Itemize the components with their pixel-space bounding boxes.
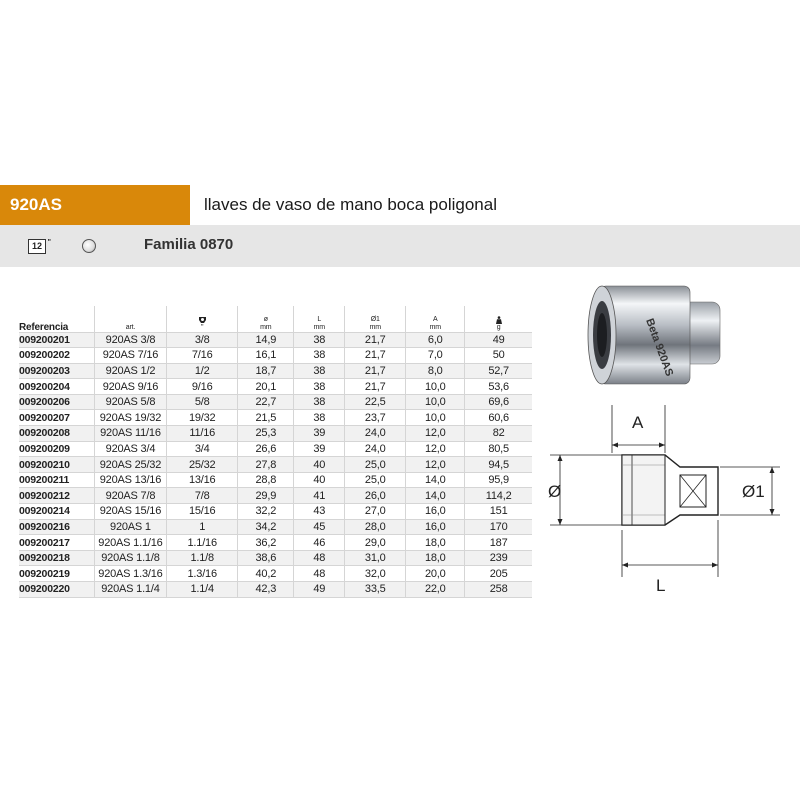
cell-g: 95,9: [465, 472, 532, 488]
spec-table-body: [19, 332, 532, 597]
cell-d1: 25,0: [345, 457, 406, 473]
cell-art: 920AS 25/32: [94, 457, 166, 473]
cell-l: 38: [294, 410, 345, 426]
header-length-unit: mm: [313, 323, 325, 331]
header-art-label: art.: [125, 323, 136, 331]
cell-aa: 12,0: [406, 457, 465, 473]
cell-d1: 29,0: [345, 535, 406, 551]
header-size: [167, 306, 238, 332]
cell-aa: 16,0: [406, 519, 465, 535]
cell-g: 205: [465, 566, 532, 582]
cell-ref: 009200206: [19, 394, 94, 410]
table-row: [19, 441, 532, 457]
cell-aa: 18,0: [406, 535, 465, 551]
cell-d: 22,7: [238, 394, 294, 410]
cell-d: 14,9: [238, 332, 294, 348]
cell-g: 114,2: [465, 488, 532, 504]
cell-ref: 009200214: [19, 504, 94, 520]
cell-aa: 12,0: [406, 441, 465, 457]
cell-a: 1: [167, 519, 238, 535]
cell-aa: 8,0: [406, 363, 465, 379]
cell-l: 39: [294, 426, 345, 442]
socket-icon: [198, 316, 207, 324]
table-row: [19, 488, 532, 504]
cell-a: 7/8: [167, 488, 238, 504]
cell-art: 920AS 3/8: [94, 332, 166, 348]
cell-l: 48: [294, 566, 345, 582]
cell-d1: 31,0: [345, 550, 406, 566]
photo-engraving: Beta 920AS: [643, 316, 676, 378]
cell-aa: 14,0: [406, 472, 465, 488]
cell-d1: 21,7: [345, 379, 406, 395]
cell-art: 920AS 1.1/4: [94, 582, 166, 598]
cell-d: 25,3: [238, 426, 294, 442]
cell-g: 151: [465, 504, 532, 520]
header-size-unit: ": [201, 323, 204, 331]
cell-l: 38: [294, 348, 345, 364]
header-a-unit: mm: [429, 323, 441, 331]
cell-d: 16,1: [238, 348, 294, 364]
header-diameter: [238, 306, 294, 332]
cell-g: 258: [465, 582, 532, 598]
cell-d1: 21,7: [345, 348, 406, 364]
cell-d1: 24,0: [345, 441, 406, 457]
table-row: [19, 457, 532, 473]
cell-a: 9/16: [167, 379, 238, 395]
cell-l: 46: [294, 535, 345, 551]
cell-d: 20,1: [238, 379, 294, 395]
weight-icon: [495, 316, 503, 324]
label-diameter: Ø: [548, 482, 562, 501]
cell-ref: 009200202: [19, 348, 94, 364]
cell-d: 36,2: [238, 535, 294, 551]
cell-d1: 25,0: [345, 472, 406, 488]
cell-d1: 22,5: [345, 394, 406, 410]
cell-art: 920AS 1.3/16: [94, 566, 166, 582]
cell-aa: 10,0: [406, 379, 465, 395]
cell-ref: 009200216: [19, 519, 94, 535]
cell-aa: 18,0: [406, 550, 465, 566]
cell-art: 920AS 9/16: [94, 379, 166, 395]
table-row: [19, 504, 532, 520]
cell-g: 80,5: [465, 441, 532, 457]
cell-a: 1.1/4: [167, 582, 238, 598]
cell-l: 38: [294, 363, 345, 379]
cell-d1: 21,7: [345, 332, 406, 348]
header-weight-unit: g: [496, 323, 501, 331]
cell-aa: 6,0: [406, 332, 465, 348]
cell-ref: 009200217: [19, 535, 94, 551]
header-diameter-unit: mm: [260, 323, 272, 331]
cell-a: 7/16: [167, 348, 238, 364]
cell-l: 38: [294, 332, 345, 348]
twelve-point-label: 12: [31, 241, 42, 251]
header-a-label: A: [433, 315, 438, 323]
cell-aa: 12,0: [406, 426, 465, 442]
cell-d: 34,2: [238, 519, 294, 535]
cell-ref: 009200219: [19, 566, 94, 582]
cell-art: 920AS 1/2: [94, 363, 166, 379]
cell-art: 920AS 1: [94, 519, 166, 535]
cell-l: 49: [294, 582, 345, 598]
cell-d1: 33,5: [345, 582, 406, 598]
cell-art: 920AS 5/8: [94, 394, 166, 410]
cell-d1: 26,0: [345, 488, 406, 504]
table-row: [19, 582, 532, 598]
cell-g: 187: [465, 535, 532, 551]
cell-art: 920AS 3/4: [94, 441, 166, 457]
cell-art: 920AS 7/16: [94, 348, 166, 364]
cell-l: 40: [294, 472, 345, 488]
socket-photo: [582, 280, 722, 390]
cell-g: 82: [465, 426, 532, 442]
header-length: [294, 306, 345, 332]
cell-l: 39: [294, 441, 345, 457]
cell-art: 920AS 1.1/8: [94, 550, 166, 566]
cell-aa: 16,0: [406, 504, 465, 520]
cell-d: 26,6: [238, 441, 294, 457]
header-length-label: L: [317, 315, 322, 323]
cell-a: 3/4: [167, 441, 238, 457]
cell-d1: 28,0: [345, 519, 406, 535]
cell-g: 49: [465, 332, 532, 348]
cell-ref: 009200220: [19, 582, 94, 598]
header-bar: [0, 185, 800, 225]
cell-d: 38,6: [238, 550, 294, 566]
cell-l: 48: [294, 550, 345, 566]
header-a: [406, 306, 465, 332]
cell-art: 920AS 11/16: [94, 426, 166, 442]
twelve-point-icon: [28, 239, 51, 254]
cell-art: 920AS 15/16: [94, 504, 166, 520]
cell-aa: 22,0: [406, 582, 465, 598]
header-diameter1-unit: mm: [369, 323, 381, 331]
cell-a: 1.1/8: [167, 550, 238, 566]
cell-a: 1.3/16: [167, 566, 238, 582]
cell-d: 32,2: [238, 504, 294, 520]
cell-a: 13/16: [167, 472, 238, 488]
cell-g: 50: [465, 348, 532, 364]
cell-d1: 24,0: [345, 426, 406, 442]
cell-aa: 14,0: [406, 488, 465, 504]
dimension-diagram: [540, 405, 785, 605]
cell-ref: 009200208: [19, 426, 94, 442]
cell-g: 170: [465, 519, 532, 535]
cell-l: 40: [294, 457, 345, 473]
cell-d: 40,2: [238, 566, 294, 582]
cell-l: 45: [294, 519, 345, 535]
table-row: [19, 519, 532, 535]
cell-g: 239: [465, 550, 532, 566]
label-length: L: [656, 576, 666, 595]
cell-art: 920AS 7/8: [94, 488, 166, 504]
cell-a: 19/32: [167, 410, 238, 426]
cell-l: 38: [294, 379, 345, 395]
header-diameter1: [345, 306, 406, 332]
cell-l: 43: [294, 504, 345, 520]
cell-aa: 10,0: [406, 394, 465, 410]
label-a: A: [632, 413, 644, 432]
family-label: Familia 0870: [144, 236, 234, 253]
cell-a: 15/16: [167, 504, 238, 520]
table-row: [19, 410, 532, 426]
cell-d: 21,5: [238, 410, 294, 426]
table-row: [19, 332, 532, 348]
cell-a: 3/8: [167, 332, 238, 348]
cell-a: 11/16: [167, 426, 238, 442]
cell-d1: 23,7: [345, 410, 406, 426]
cell-a: 1/2: [167, 363, 238, 379]
cell-art: 920AS 19/32: [94, 410, 166, 426]
cell-ref: 009200201: [19, 332, 94, 348]
cell-d: 18,7: [238, 363, 294, 379]
cell-d1: 21,7: [345, 363, 406, 379]
cell-g: 94,5: [465, 457, 532, 473]
cell-l: 38: [294, 394, 345, 410]
cell-ref: 009200212: [19, 488, 94, 504]
header-ref: Referencia: [19, 306, 94, 332]
cell-d1: 32,0: [345, 566, 406, 582]
table-header-row: [19, 306, 532, 332]
cell-a: 1.1/16: [167, 535, 238, 551]
cell-ref: 009200210: [19, 457, 94, 473]
header-weight: [465, 306, 532, 332]
table-row: [19, 426, 532, 442]
cell-ref: 009200204: [19, 379, 94, 395]
spec-table: [19, 306, 532, 598]
cell-a: 5/8: [167, 394, 238, 410]
cell-ref: 009200207: [19, 410, 94, 426]
header-art: [94, 306, 166, 332]
cell-d: 28,8: [238, 472, 294, 488]
cell-art: 920AS 13/16: [94, 472, 166, 488]
product-title: llaves de vaso de mano boca poligonal: [204, 195, 497, 214]
cell-ref: 009200218: [19, 550, 94, 566]
cell-g: 53,6: [465, 379, 532, 395]
header-diameter1-label: Ø1: [370, 315, 380, 323]
cell-g: 60,6: [465, 410, 532, 426]
table-row: [19, 363, 532, 379]
round-socket-icon: [82, 239, 96, 253]
table-row: [19, 379, 532, 395]
cell-art: 920AS 1.1/16: [94, 535, 166, 551]
cell-d: 27,8: [238, 457, 294, 473]
table-row: [19, 394, 532, 410]
cell-d: 29,9: [238, 488, 294, 504]
cell-aa: 10,0: [406, 410, 465, 426]
cell-d1: 27,0: [345, 504, 406, 520]
table-row: [19, 550, 532, 566]
label-diameter1: Ø1: [742, 482, 765, 501]
table-row: [19, 566, 532, 582]
table-row: [19, 535, 532, 551]
cell-ref: 009200211: [19, 472, 94, 488]
product-code: 920AS: [0, 185, 190, 225]
cell-g: 52,7: [465, 363, 532, 379]
cell-l: 41: [294, 488, 345, 504]
cell-aa: 7,0: [406, 348, 465, 364]
cell-ref: 009200203: [19, 363, 94, 379]
table-row: [19, 348, 532, 364]
header-diameter-label: ø: [263, 315, 268, 323]
cell-aa: 20,0: [406, 566, 465, 582]
cell-ref: 009200209: [19, 441, 94, 457]
table-row: [19, 472, 532, 488]
inch-mark: ": [47, 239, 51, 246]
cell-a: 25/32: [167, 457, 238, 473]
cell-d: 42,3: [238, 582, 294, 598]
sub-header-bar: [0, 225, 800, 267]
cell-g: 69,6: [465, 394, 532, 410]
